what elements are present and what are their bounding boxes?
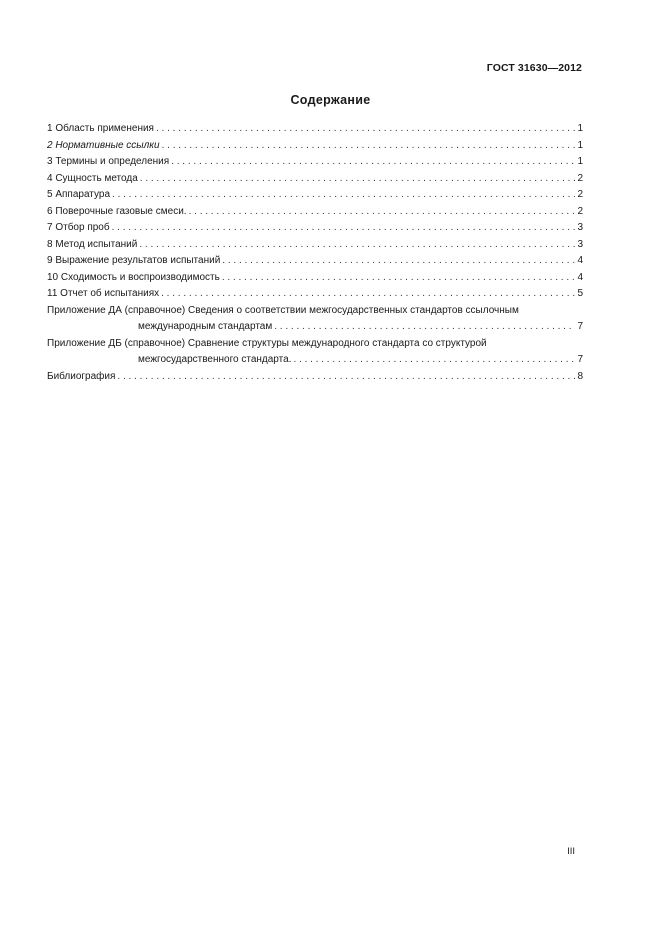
toc-item-page: 7 xyxy=(577,354,583,365)
toc-item-page: 1 xyxy=(577,123,583,134)
toc-leader-dots xyxy=(156,121,575,138)
toc-item-label: 4 Сущность метода xyxy=(47,172,138,184)
toc-item[interactable] xyxy=(47,237,583,254)
toc-item-label: 2 Нормативные ссылки xyxy=(47,139,160,151)
toc-leader-dots xyxy=(161,286,575,303)
toc-bibliography[interactable] xyxy=(47,369,583,386)
toc-item-label: 5 Аппаратура xyxy=(47,189,111,200)
toc-item-page: 8 xyxy=(577,370,583,382)
toc-item[interactable] xyxy=(47,270,583,287)
toc-item-page: 5 xyxy=(577,288,583,299)
toc-leader-dots xyxy=(274,319,575,336)
toc-leader-dots xyxy=(140,171,576,188)
toc-item[interactable] xyxy=(47,286,583,303)
toc-item[interactable] xyxy=(47,253,583,270)
toc-leader-dots xyxy=(222,270,576,287)
toc-leader-dots xyxy=(171,154,575,171)
toc-item-label: 7 Отбор проб xyxy=(47,222,110,233)
toc-leader-dots xyxy=(112,187,575,204)
toc-item[interactable] xyxy=(47,204,583,221)
toc-item-page: 3 xyxy=(577,222,583,233)
toc-leader-dots xyxy=(117,369,575,386)
toc-item-page: 1 xyxy=(577,139,583,151)
toc-item[interactable] xyxy=(47,154,583,171)
toc-item[interactable] xyxy=(47,121,583,138)
toc-appendix-line2: международным стандартам xyxy=(138,321,273,332)
toc-appendix-da[interactable] xyxy=(47,303,583,336)
toc-item-page: 3 xyxy=(577,238,583,250)
toc-item[interactable] xyxy=(47,171,583,188)
document-code: ГОСТ 31630—2012 xyxy=(486,62,582,74)
toc-item[interactable] xyxy=(47,138,583,155)
toc-leader-dots xyxy=(293,352,575,369)
toc-item-label: 1 Область применения xyxy=(47,123,154,134)
toc-item[interactable] xyxy=(47,187,583,204)
toc-appendix-line2: межгосударственного стандарта. xyxy=(138,354,292,365)
toc-leader-dots xyxy=(112,220,576,237)
toc-item-page: 2 xyxy=(577,172,583,184)
toc-item-label: Библиография xyxy=(47,370,116,382)
page-number: III xyxy=(567,846,575,857)
toc-item-label: 3 Термины и определения xyxy=(47,156,170,167)
toc-item-page: 4 xyxy=(577,271,583,283)
toc-item-label: 11 Отчет об испытаниях xyxy=(47,288,160,299)
toc-leader-dots xyxy=(222,253,575,270)
toc-item-label: 10 Сходимость и воспроизводимость xyxy=(47,271,220,283)
toc-item-label: 6 Поверочные газовые смеси. xyxy=(47,205,187,217)
toc-leader-dots xyxy=(162,138,576,155)
toc-leader-dots xyxy=(139,237,575,254)
toc-item-page: 7 xyxy=(577,321,583,332)
toc-item-label: 8 Метод испытаний xyxy=(47,238,138,250)
table-of-contents xyxy=(47,121,583,385)
toc-appendix-line1: Приложение ДА (справочное) Сведения о соответствии межгосударственных стандартов ссылочным xyxy=(47,304,519,316)
toc-appendix-db[interactable] xyxy=(47,336,583,369)
toc-item-label: 9 Выражение результатов испытаний xyxy=(47,255,221,266)
toc-item-page: 2 xyxy=(577,205,583,217)
toc-title: Содержание xyxy=(290,93,371,107)
toc-item[interactable] xyxy=(47,220,583,237)
toc-appendix-line1: Приложение ДБ (справочное) Сравнение структуры международного стандарта со структурой xyxy=(47,337,487,349)
toc-item-page: 1 xyxy=(577,156,583,167)
toc-item-page: 2 xyxy=(577,189,583,200)
toc-item-page: 4 xyxy=(577,255,583,266)
toc-leader-dots xyxy=(189,204,576,221)
